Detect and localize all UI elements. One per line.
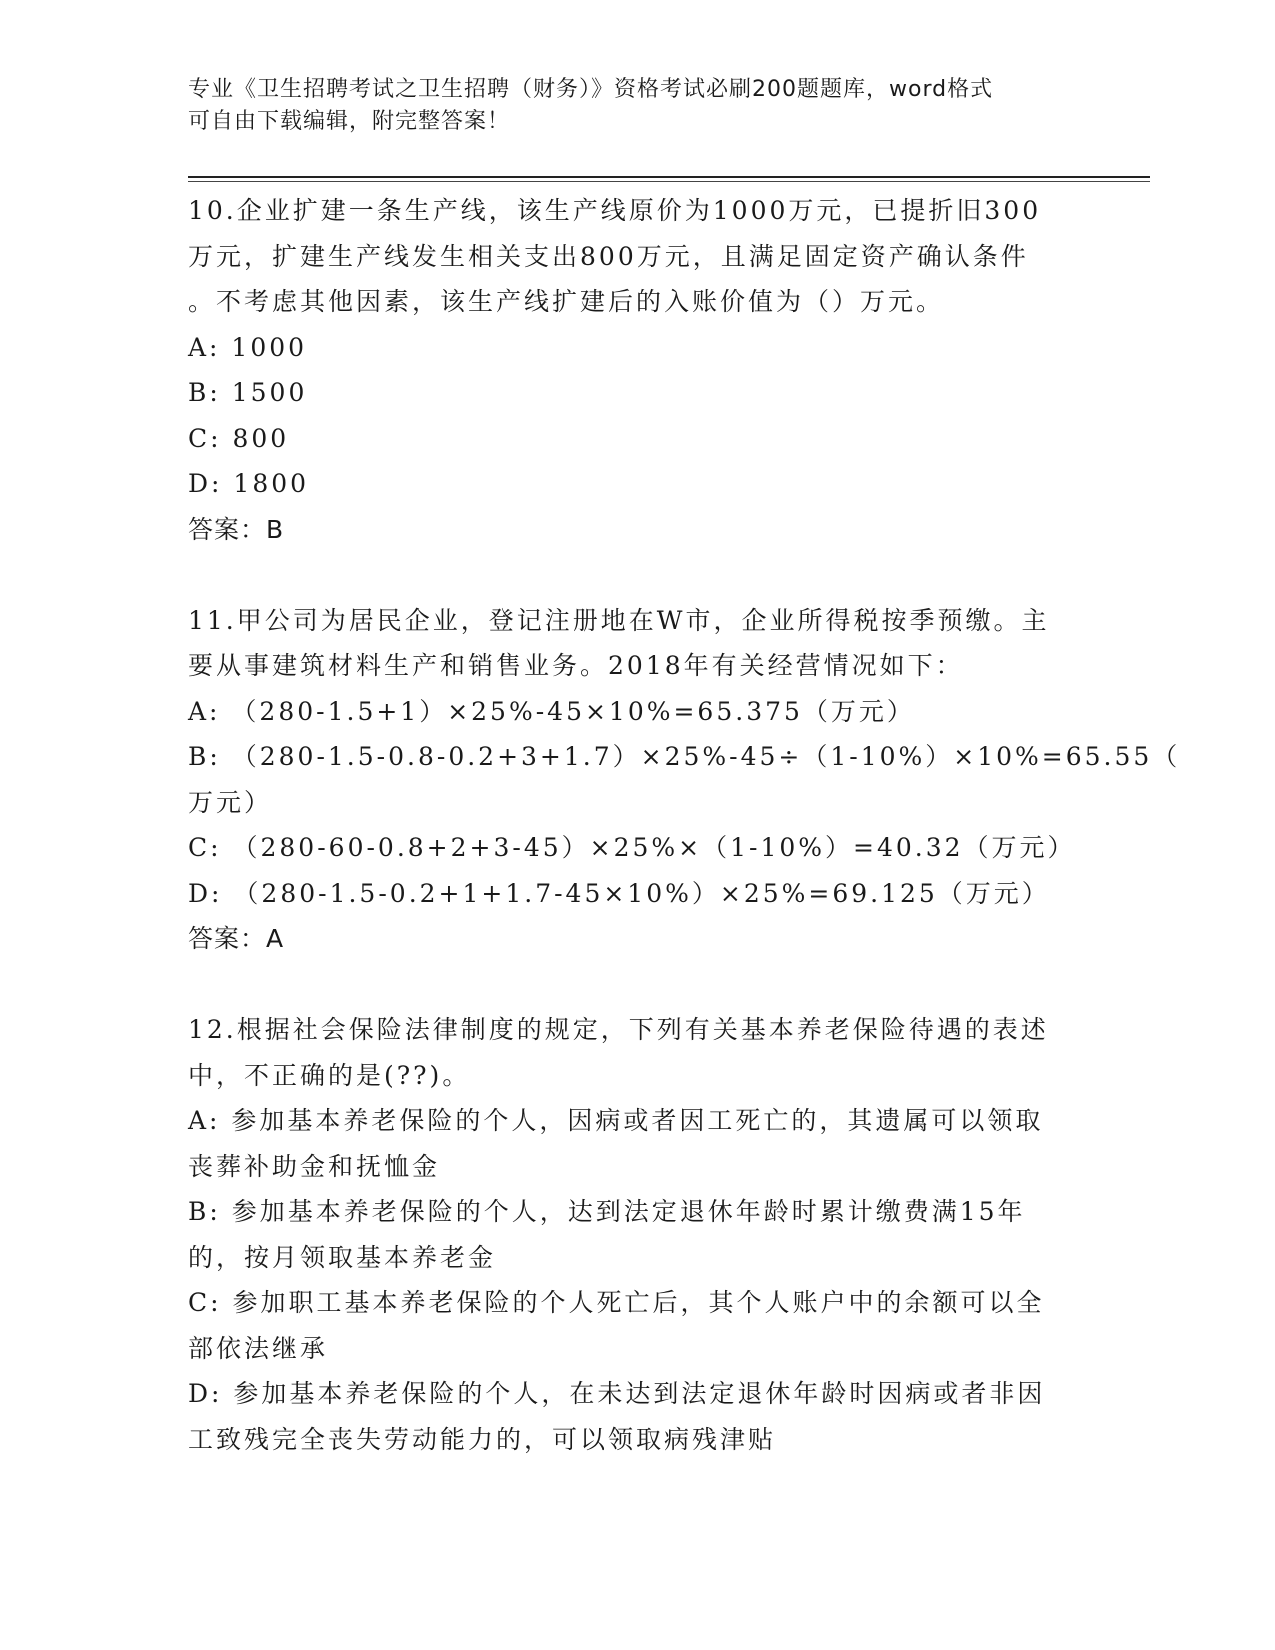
option-a: A: 参加基本养老保险的个人，因病或者因工死亡的，其遗属可以领取 bbox=[188, 1106, 1044, 1135]
option-b: B: 参加基本养老保险的个人，达到法定退休年龄时累计缴费满15年 bbox=[188, 1197, 1026, 1226]
question-spacer bbox=[188, 552, 1088, 598]
option-d: D: 1800 bbox=[188, 469, 310, 498]
option-d: D: （280-1.5-0.2+1+1.7-45×10%）×25%=69.125（万元） bbox=[188, 878, 1050, 908]
option-b: B: （280-1.5-0.8-0.2+3+1.7）×25%-45÷（1-10%）×10%=65.55（ bbox=[188, 742, 1181, 771]
option-b-continued: 的，按月领取基本养老金 bbox=[188, 1242, 497, 1272]
header-divider-thick bbox=[188, 176, 1150, 178]
answer-line: 答案：A bbox=[188, 924, 285, 953]
header-line-2: 可自由下载编辑，附完整答案！ bbox=[188, 109, 511, 134]
question-stem-line: 。不考虑其他因素，该生产线扩建后的入账价值为（）万元。 bbox=[188, 287, 945, 316]
question-spacer bbox=[188, 962, 1088, 1008]
question-12 bbox=[188, 1007, 1088, 1462]
option-b: B: 1500 bbox=[188, 378, 308, 407]
option-a: A: （280-1.5+1）×25%-45×10%=65.375（万元） bbox=[188, 696, 915, 726]
option-a-continued: 丧葬补助金和抚恤金 bbox=[188, 1151, 441, 1181]
option-c: C: （280-60-0.8+2+3-45）×25%×（1-10%）=40.32（万元） bbox=[188, 833, 1076, 862]
question-stem-line: 12.根据社会保险法律制度的规定，下列有关基本养老保险待遇的表述 bbox=[188, 1015, 1049, 1044]
document-header bbox=[188, 74, 1088, 138]
question-stem-line: 11.甲公司为居民企业，登记注册地在W市，企业所得税按季预缴。主 bbox=[188, 605, 1050, 635]
question-stem-line: 要从事建筑材料生产和销售业务。2018年有关经营情况如下： bbox=[188, 651, 964, 680]
option-c: C: 参加职工基本养老保险的个人死亡后，其个人账户中的余额可以全 bbox=[188, 1288, 1045, 1317]
question-list bbox=[188, 188, 1181, 1462]
question-stem-line: 10.企业扩建一条生产线，该生产线原价为1000万元，已提折旧300 bbox=[188, 196, 1042, 225]
question-stem-line: 万元，扩建生产线发生相关支出800万元，且满足固定资产确认条件 bbox=[188, 241, 1029, 271]
question-11 bbox=[188, 598, 1181, 962]
option-d: D: 参加基本养老保险的个人，在未达到法定退休年龄时因病或者非因 bbox=[188, 1379, 1046, 1408]
option-a: A: 1000 bbox=[188, 332, 308, 362]
header-line-1: 专业《卫生招聘考试之卫生招聘（财务）》资格考试必刷200题题库，word格式 bbox=[188, 77, 994, 102]
question-stem-line: 中，不正确的是(??)。 bbox=[188, 1060, 471, 1090]
header-divider-thin bbox=[188, 181, 1150, 182]
option-c-continued: 部依法继承 bbox=[188, 1333, 329, 1363]
question-10 bbox=[188, 188, 1088, 552]
option-c: C: 800 bbox=[188, 423, 290, 453]
option-d-continued: 工致残完全丧失劳动能力的，可以领取病残津贴 bbox=[188, 1424, 777, 1454]
answer-line: 答案：B bbox=[188, 514, 285, 544]
option-b-continued: 万元） bbox=[188, 787, 273, 817]
